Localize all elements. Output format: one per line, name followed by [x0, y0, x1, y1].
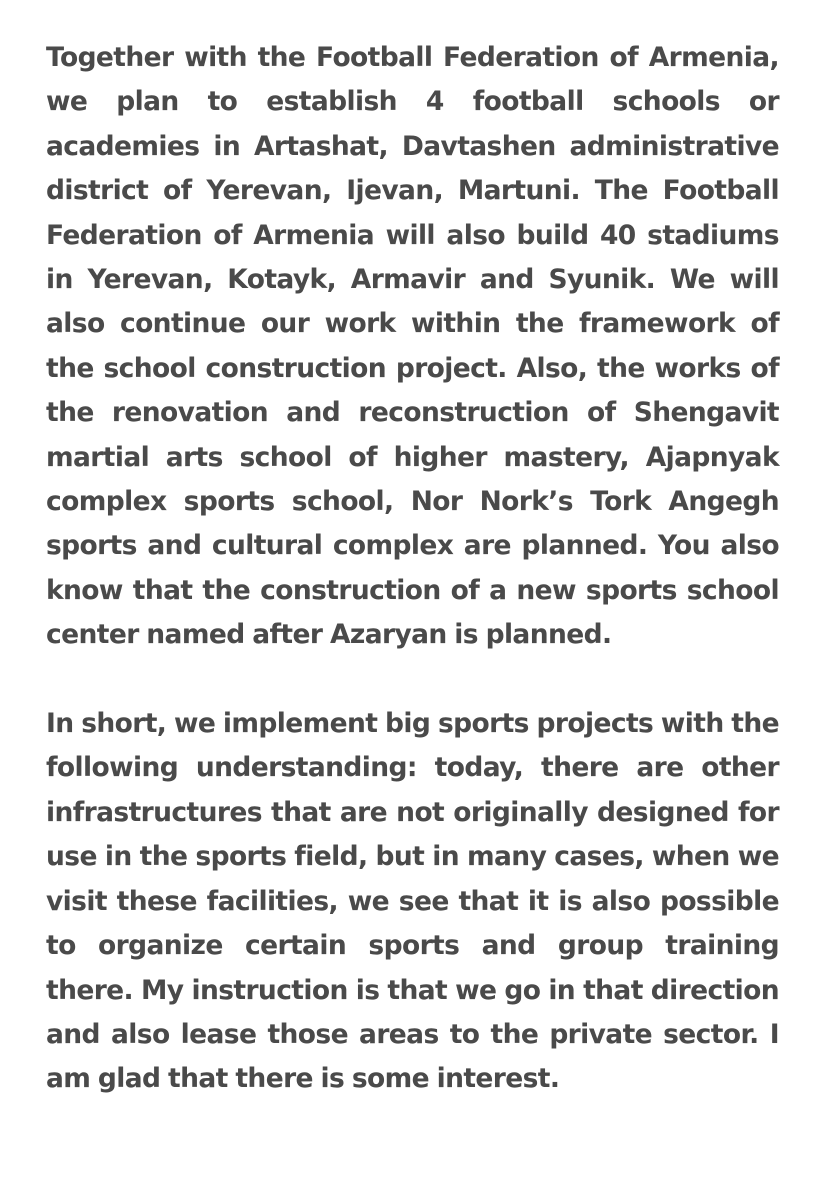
paragraph-football-schools: Together with the Football Federation of Armenia, we plan to establish 4 football schools or academies in Artashat, Davtashen administrative district of Yerevan, Ijevan, Martuni. The Football Federation of Armenia will also build 40 stadiums in Yerevan, Kotayk, Armavir and Syunik. We will also continue our work within the framework of the school construction project. Also, the works of the renovation and reconstruction of Shengavit martial arts school of higher mastery, Ajapnyak complex sports school, Nor Nork’s Tork Angegh sports and cultural complex are planned. You also know that the construction of a new sports school center named after Azaryan is planned.	[46, 42, 779, 651]
article-text	[46, 36, 779, 1102]
paragraph-sports-projects: In short, we implement big sports projects with the following understanding: today, there are other infrastructures that are not originally designed for use in the sports field, but in many cases, when we visit these facilities, we see that it is also possible to organize certain sports and group training there. My instruction is that we go in that direction and also lease those areas to the private sector. I am glad that there is some interest.	[46, 708, 779, 1095]
